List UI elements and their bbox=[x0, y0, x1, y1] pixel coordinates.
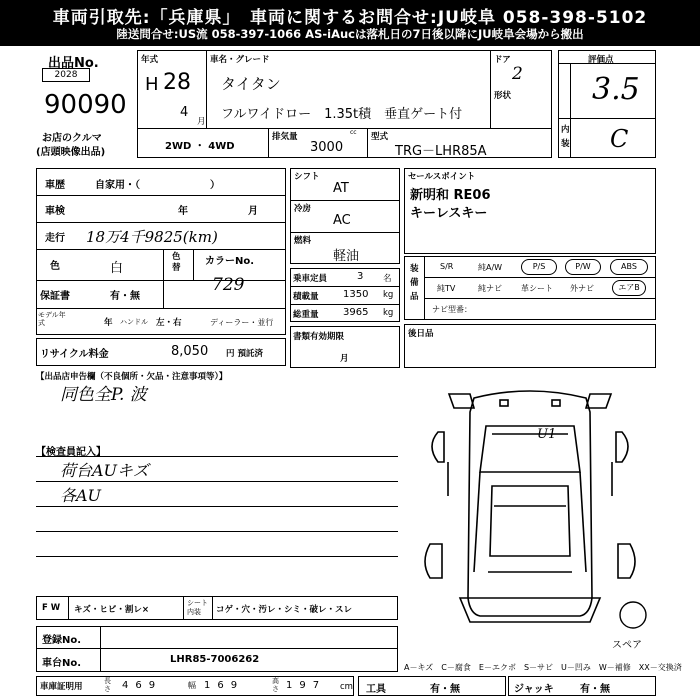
tools-label: 工具 bbox=[366, 684, 386, 695]
owner-label: 車歴 bbox=[45, 180, 65, 191]
recycle-label: リサイクル料金 bbox=[40, 349, 109, 360]
seats-label: 乗車定員 bbox=[293, 274, 328, 284]
width-label: 幅 bbox=[188, 681, 196, 690]
engine-unit: cc bbox=[350, 129, 357, 136]
model-name: タイタン bbox=[221, 75, 281, 93]
engine-label: 排気量 bbox=[272, 132, 298, 142]
color-no-value: 729 bbox=[212, 275, 245, 295]
shop-note2: (店頭映像出品) bbox=[36, 147, 106, 158]
door-value: 2 bbox=[512, 64, 523, 84]
equip-ps: P/S bbox=[521, 259, 557, 275]
header-banner bbox=[0, 0, 700, 46]
door-label: ドア bbox=[494, 55, 511, 65]
sales-point-line2: キーレスキー bbox=[410, 206, 488, 221]
year-month: 4 bbox=[180, 105, 189, 120]
mileage-value: 18万4千9825(km) bbox=[86, 228, 218, 246]
dealer-label: ディーラー・並行 bbox=[210, 318, 274, 327]
model-year-label: モデル年式 bbox=[38, 311, 66, 327]
grade: フルワイドロー 1.35t積 垂直ゲート付 bbox=[221, 107, 463, 122]
model-code-label: 型式 bbox=[371, 132, 389, 142]
header-contact: 車両引取先:「兵庫県」 車両に関するお問合せ:JU岐阜 058-398-5102 bbox=[52, 8, 648, 28]
equip-ext-navi: 外ナビ bbox=[570, 284, 594, 293]
color-label: 色 bbox=[50, 261, 60, 272]
gross-label: 総重量 bbox=[293, 310, 319, 320]
mileage-label: 走行 bbox=[45, 233, 65, 244]
registration-label: 登録No. bbox=[42, 635, 82, 646]
width-value: 169 bbox=[204, 680, 245, 691]
chassis-value: LHR85-7006262 bbox=[170, 654, 260, 665]
fuel-value: 軽油 bbox=[333, 249, 360, 264]
color-value: 白 bbox=[110, 261, 124, 276]
warranty-label: 保証書 bbox=[40, 291, 70, 302]
jack-value: 有・無 bbox=[580, 684, 610, 695]
model-year-unit: 年 bbox=[104, 318, 113, 328]
seats-value: 3 bbox=[357, 271, 364, 282]
interior-value: C bbox=[610, 125, 629, 153]
spare-label: スペア bbox=[612, 640, 642, 651]
model-code-value: TRG－LHR85A bbox=[395, 144, 487, 159]
handle-label: ハンドル bbox=[120, 318, 148, 326]
sales-point-label: セールスポイント bbox=[408, 172, 476, 182]
fw-items: キズ・ヒビ・割レ× bbox=[74, 605, 149, 615]
navi-label: ナビ型番： bbox=[432, 305, 472, 314]
height-label: 高さ bbox=[272, 677, 279, 693]
lot-number: 90090 bbox=[44, 90, 127, 120]
length-label: 長さ bbox=[104, 677, 111, 693]
aircon-value: AC bbox=[333, 213, 351, 228]
color-change-label: 色替 bbox=[172, 252, 181, 273]
score-value: 3.5 bbox=[592, 72, 640, 107]
chassis-label: 車台No. bbox=[42, 658, 82, 669]
equip-abs: ABS bbox=[610, 259, 648, 275]
equip-alloy: 純A/W bbox=[478, 263, 503, 272]
equipment-label: 装備品 bbox=[410, 264, 419, 302]
load-label: 積載量 bbox=[293, 292, 319, 302]
drive-type: 2WD ・ 4WD bbox=[165, 141, 235, 152]
equip-airbag: エアB bbox=[612, 280, 646, 296]
year-month-unit: 月 bbox=[197, 117, 206, 127]
after-note-box bbox=[404, 324, 656, 368]
engine-value: 3000 bbox=[310, 140, 344, 155]
after-note-label: 後日品 bbox=[408, 329, 434, 339]
color-no-label: カラーNo. bbox=[205, 256, 255, 267]
gross-unit: kg bbox=[383, 308, 394, 318]
load-value: 1350 bbox=[343, 289, 369, 300]
gross-value: 3965 bbox=[343, 307, 369, 318]
damage-legend: A－キズ C－腐食 E－エクボ S－サビ U－凹み W－補修 XX－交換済 bbox=[404, 663, 682, 672]
score-label: 評価点 bbox=[588, 55, 614, 65]
shop-note1: お店のクルマ bbox=[42, 133, 102, 144]
inspection-label: 車検 bbox=[45, 206, 65, 217]
recycle-value: 8,050 bbox=[171, 344, 209, 359]
certificate-unit: cm bbox=[340, 682, 353, 692]
certificate-label: 車庫証明用 bbox=[40, 682, 83, 692]
equip-pw: P/W bbox=[565, 259, 601, 275]
sales-point-line1: 新明和 RE06 bbox=[410, 188, 491, 203]
shift-label: シフト bbox=[294, 172, 320, 182]
inspector-line2: 各AU bbox=[60, 486, 102, 505]
jack-label: ジャッキ bbox=[514, 684, 554, 695]
equip-leather: 革シート bbox=[521, 284, 553, 293]
owner-value: 自家用・（ ） bbox=[95, 180, 220, 191]
warranty-value: 有・無 bbox=[110, 291, 140, 302]
fuel-label: 燃料 bbox=[294, 236, 312, 246]
seat-items: コゲ・穴・汚レ・シミ・破レ・スレ bbox=[216, 605, 353, 615]
seats-unit: 名 bbox=[383, 274, 392, 284]
height-value: 197 bbox=[286, 680, 327, 691]
notes-label: 【出品店申告欄（不良個所・欠品・注意事項等）】 bbox=[36, 372, 228, 382]
interior-label: 内装 bbox=[561, 125, 570, 149]
handle-value: 左・右 bbox=[156, 318, 182, 328]
recycle-unit: 円 預託済 bbox=[226, 349, 263, 359]
docs-label: 書類有効期限 bbox=[293, 332, 345, 342]
inspector-label: 【検査員記入】 bbox=[36, 447, 106, 458]
shape-label: 形状 bbox=[494, 91, 512, 101]
docs-unit: 月 bbox=[340, 354, 349, 364]
notes-handwritten: 同色全P. 波 bbox=[60, 385, 147, 405]
inspection-year: 年 bbox=[178, 206, 188, 217]
spare-tire-icon bbox=[618, 600, 648, 630]
year-era: H bbox=[145, 74, 159, 95]
lot-label: 出品No. bbox=[48, 56, 99, 71]
year-label: 年式 bbox=[141, 55, 159, 65]
aircon-label: 冷房 bbox=[294, 204, 312, 214]
inspector-line1: 荷台AUキズ bbox=[60, 461, 149, 480]
name-label: 車名・グレード bbox=[210, 55, 270, 65]
year-value: 28 bbox=[163, 70, 191, 95]
length-value: 469 bbox=[122, 680, 163, 691]
lot-year-tag: 2028 bbox=[42, 68, 90, 82]
header-transport: 陸送問合せ:US流 058-397-1066 AS-iAucは落札日の7日後以降にJU岐阜会場から搬出 bbox=[116, 27, 584, 41]
registration-table bbox=[36, 626, 398, 672]
shift-value: AT bbox=[333, 181, 349, 196]
fw-label: F W bbox=[42, 603, 61, 613]
seat-label: シート内装 bbox=[187, 599, 208, 616]
equip-tv: 純TV bbox=[437, 284, 456, 293]
inspection-month: 月 bbox=[248, 206, 258, 217]
tools-value: 有・無 bbox=[430, 684, 460, 695]
diagram-mark: U1 bbox=[537, 427, 557, 442]
equip-sr: S/R bbox=[440, 262, 454, 271]
equip-navi: 純ナビ bbox=[478, 284, 502, 293]
load-unit: kg bbox=[383, 290, 394, 300]
